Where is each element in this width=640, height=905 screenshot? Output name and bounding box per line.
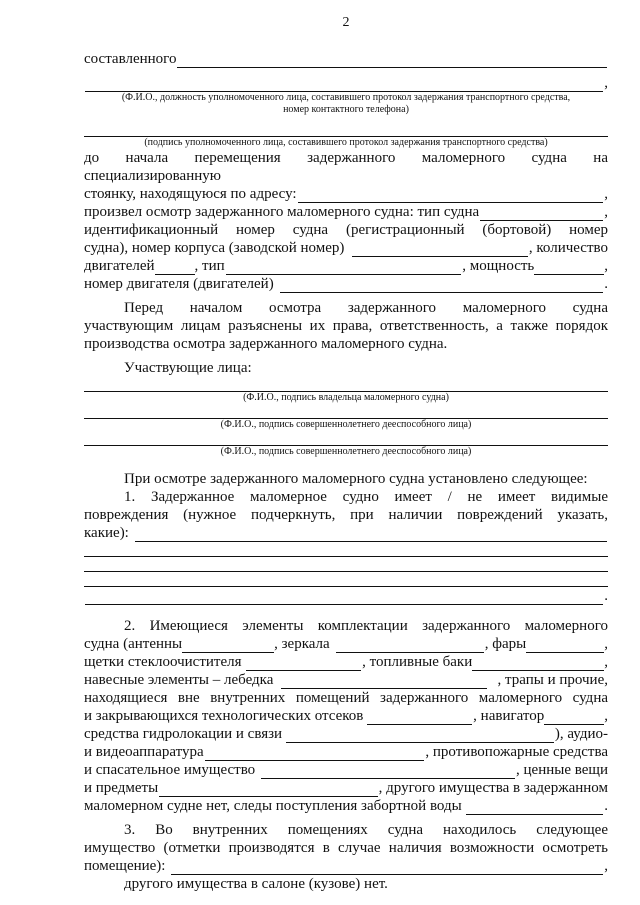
- item2-l10a: и предметы: [84, 780, 159, 796]
- item2-line1: 2. Имеющиеся элементы комплектации задержанного маломерного: [124, 618, 608, 634]
- item2-l7a: средства гидролокации и связи: [84, 726, 283, 742]
- item2-l2b: , зеркала: [274, 636, 330, 652]
- participant-adult1-line[interactable]: [84, 404, 608, 419]
- item2-l8a: и видеоаппаратура: [84, 744, 204, 760]
- item2-l3a: щетки стеклоочистителя: [84, 654, 242, 670]
- damage-blank-2[interactable]: [84, 542, 608, 557]
- document-page: [84, 14, 608, 893]
- item3-line1: 3. Во внутренних помещениях судна находилось следующее: [124, 822, 608, 838]
- p2-line3b: , количество: [528, 240, 608, 256]
- p2-line3a: судна), номер корпуса (заводской номер): [84, 240, 345, 256]
- participant-adult2-line[interactable]: [84, 431, 608, 446]
- item1-line2: повреждения (нужное подчеркнуть, при наличии повреждений указать,: [84, 507, 608, 523]
- item2-l4b: , трапы и прочие,: [497, 672, 608, 688]
- damage-blank-3[interactable]: [84, 557, 608, 572]
- item2-l10b: , другого имущества в задержанном: [378, 780, 608, 796]
- paragraph-inspection: произвел осмотр задержанного маломерного судна: тип судна , идентификационный номер судна (регистрационный (бортовой) номер судна), номер корпуса (заводской номер) , количество двигателей , тип , мощность , номер двигателя (двигателей) .: [84, 204, 608, 292]
- compiled-by-blank[interactable]: [177, 54, 607, 68]
- caption-official-2: номер контактного телефона): [283, 104, 409, 115]
- paragraph-rights: [84, 299, 608, 353]
- power-blank[interactable]: [534, 261, 604, 275]
- fuel-tanks-blank[interactable]: [472, 657, 604, 671]
- rescue-equipment-blank[interactable]: [261, 765, 515, 779]
- av-equipment-blank[interactable]: [205, 747, 425, 761]
- caption-adult-1: (Ф.И.О., подпись совершеннолетнего дееспособного лица): [220, 419, 472, 430]
- p3-line2: участвующим лицам разъяснены их права, ответственность, а также порядок: [84, 318, 608, 334]
- item-2: 2. Имеющиеся элементы комплектации задержанного маломерного судна (антенны , зеркала , фары , щетки стеклоочистителя , топливные баки , навесные элементы – лебедка , трапы и прочие, находящиеся вне внутренних помещений задержанного маломерного судна и закрывающихся технологических отсеков , навигатор , средства гидролокации и связи ), аудио- и видеоаппаратура , противопожарные средства и спасательное имущество , ценные вещи и предметы , другого имущества в задержанном маломерном судне нет, следы поступления забортной воды .: [84, 618, 608, 814]
- paragraph-before-transfer: до начала перемещения задержанного маломерного судна на специализированную стоянку, находящуюся по адресу: ,: [84, 150, 608, 202]
- wipers-blank[interactable]: [246, 657, 362, 671]
- p2-line2: идентификационный номер судна (регистрационный (бортовой) номер: [84, 222, 608, 238]
- item2-l11: маломерном судне нет, следы поступления забортной воды: [84, 798, 462, 814]
- mirrors-blank[interactable]: [336, 639, 484, 653]
- item3-line3: помещение):: [84, 858, 166, 874]
- compiled-by-row: [84, 50, 608, 68]
- p2-line4b: , тип: [194, 258, 225, 274]
- item1-line3: какие):: [84, 525, 129, 541]
- p1-line2: стоянку, находящуюся по адресу:: [84, 186, 297, 202]
- address-blank[interactable]: [298, 189, 604, 203]
- valuables-blank[interactable]: [159, 783, 377, 797]
- damage-blank-4[interactable]: [84, 572, 608, 587]
- item2-l5: находящиеся вне внутренних помещений задержанного маломерного судна: [84, 690, 608, 706]
- item2-l8b: , противопожарные средства: [425, 744, 608, 760]
- participants-label: Участвующие лица:: [124, 360, 252, 376]
- item-1: 1. Задержанное маломерное судно имеет / не имеет видимые повреждения (нужное подчеркнуть, при наличии повреждений указать, какие): .: [84, 489, 608, 604]
- p3-line3: производства осмотра задержанного маломерного судна.: [84, 336, 448, 352]
- caption-signature: (подпись уполномоченного лица, составившего протокол задержания транспортного средства): [144, 137, 548, 148]
- page-number: 2: [342, 15, 350, 30]
- item3-line2: имущество (отметки производятся в случае наличия возможности осмотреть: [84, 840, 608, 856]
- water-traces-blank[interactable]: [466, 801, 604, 815]
- winch-blank[interactable]: [281, 675, 486, 689]
- item2-l6a: и закрывающихся технологических отсеков: [84, 708, 364, 724]
- signature-line[interactable]: [84, 122, 608, 137]
- interior-items-blank[interactable]: [171, 861, 603, 875]
- damage-blank-1[interactable]: [135, 528, 607, 542]
- caption-adult-2: (Ф.И.О., подпись совершеннолетнего дееспособного лица): [220, 446, 472, 457]
- official-row: ,: [84, 74, 608, 92]
- item2-l2a: судна (антенны: [84, 636, 183, 652]
- official-blank[interactable]: [85, 78, 603, 92]
- item2-l4a: навесные элементы – лебедка: [84, 672, 274, 688]
- engine-number-blank[interactable]: [280, 279, 604, 293]
- headlights-blank[interactable]: [526, 639, 604, 653]
- p2-line1: произвел осмотр задержанного маломерного судна: тип судна: [84, 204, 480, 220]
- item1-line1: 1. Задержанное маломерное судно имеет / не имеет видимые: [124, 489, 608, 505]
- item2-l2c: , фары: [484, 636, 527, 652]
- vessel-type-blank[interactable]: [480, 207, 603, 221]
- hull-number-blank[interactable]: [352, 243, 528, 257]
- compiled-label: составленного: [84, 51, 177, 67]
- p1-line1: до начала перемещения задержанного маломерного судна на специализированную: [84, 150, 608, 184]
- p2-line4c: , мощность: [462, 258, 535, 274]
- compartments-blank[interactable]: [367, 711, 472, 725]
- p2-line4a: двигателей: [84, 258, 155, 274]
- item2-l9b: , ценные вещи: [516, 762, 608, 778]
- caption-owner: (Ф.И.О., подпись владельца маломерного судна): [243, 392, 449, 403]
- item-3: 3. Во внутренних помещениях судна находилось следующее имущество (отметки производятся в случае наличия возможности осмотреть помещение): , другого имущества в салоне (кузове) нет.: [84, 822, 608, 892]
- engine-type-blank[interactable]: [226, 261, 462, 275]
- item2-l6b: , навигатор: [473, 708, 545, 724]
- item2-l9a: и спасательное имущество: [84, 762, 256, 778]
- navigator-blank[interactable]: [544, 711, 604, 725]
- caption-official: (Ф.И.О., должность уполномоченного лица, составившего протокол задержания транспортного средства,: [121, 92, 571, 103]
- damage-blank-5[interactable]: [85, 591, 603, 605]
- participant-owner-line[interactable]: [84, 377, 608, 392]
- sonar-comm-blank[interactable]: [286, 729, 554, 743]
- findings-intro: При осмотре задержанного маломерного судна установлено следующее:: [124, 471, 588, 487]
- p2-line5: номер двигателя (двигателей): [84, 276, 274, 292]
- item2-l7b: ), аудио-: [554, 726, 608, 742]
- p3-line1: Перед началом осмотра задержанного маломерного судна: [124, 300, 608, 316]
- item2-l3b: , топливные баки: [362, 654, 473, 670]
- item3-line4: другого имущества в салоне (кузове) нет.: [124, 876, 388, 892]
- antennas-blank[interactable]: [182, 639, 274, 653]
- engine-count-blank[interactable]: [155, 261, 195, 275]
